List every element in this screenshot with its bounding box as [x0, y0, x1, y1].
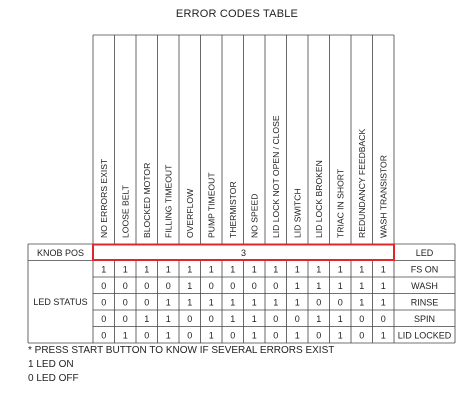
error-header-label: WASH TRANSISTOR	[378, 155, 389, 238]
led-cell-value: 1	[165, 264, 171, 275]
error-header-label: LID SWITCH	[292, 188, 303, 238]
led-cell-value: 0	[316, 330, 322, 341]
led-row-name: LID LOCKED	[397, 330, 452, 341]
led-cell-value: 0	[273, 330, 279, 341]
led-cell-value: 1	[187, 297, 193, 308]
led-cell-value: 0	[187, 330, 193, 341]
led-cell-value: 1	[380, 297, 386, 308]
led-cell-value: 1	[251, 264, 257, 275]
led-cell-value: 0	[273, 313, 279, 324]
led-cell-value: 0	[101, 330, 107, 341]
led-cell-value: 0	[144, 330, 150, 341]
led-cell-value: 0	[122, 297, 128, 308]
error-header-label: REDUNDANCY FEEDBACK	[356, 128, 367, 238]
notes	[28, 344, 334, 386]
led-cell-value: 1	[251, 297, 257, 308]
led-cell-value: 1	[273, 264, 279, 275]
error-header-label: OVERFLOW	[184, 188, 195, 238]
led-cell-value: 1	[230, 297, 236, 308]
led-row-name: WASH	[411, 280, 438, 291]
led-cell-value: 0	[251, 280, 257, 291]
led-cell-value: 1	[380, 264, 386, 275]
led-cell-value: 0	[380, 313, 386, 324]
led-cell-value: 1	[101, 264, 107, 275]
table-title: ERROR CODES TABLE	[175, 8, 299, 20]
error-header-label: THERMISTOR	[227, 181, 238, 238]
led-cell-value: 0	[101, 313, 107, 324]
led-cell-value: 1	[337, 280, 343, 291]
led-cell-value: 1	[380, 330, 386, 341]
error-header-label: NO SPEED	[249, 193, 260, 238]
led-cell-value: 1	[208, 330, 214, 341]
error-header-label: NO ERRORS EXIST	[98, 158, 109, 238]
led-cell-value: 1	[251, 330, 257, 341]
led-cell-value: 0	[230, 330, 236, 341]
led-cell-value: 1	[187, 264, 193, 275]
led-cell-value: 0	[187, 313, 193, 324]
led-cell-value: 0	[122, 313, 128, 324]
led-cell-value: 1	[144, 264, 150, 275]
error-header-label: PUMP TIMEOUT	[206, 172, 217, 238]
note-led-off: 0 LED OFF	[28, 373, 79, 384]
led-cell-value: 0	[101, 297, 107, 308]
led-cell-value: 0	[208, 313, 214, 324]
error-header-label: LID LOCK NOT OPEN / CLOSE	[270, 115, 281, 238]
error-header-label: LID LOCK BROKEN	[313, 160, 324, 238]
error-header-label: FILLING TIMEOUT	[163, 164, 174, 238]
led-cell-value: 1	[208, 297, 214, 308]
led-row-name: FS ON	[410, 264, 439, 275]
led-cell-value: 1	[122, 264, 128, 275]
note-press-start: * PRESS START BUTTON TO KNOW IF SEVERAL ERRORS EXIST	[28, 345, 335, 356]
knob-pos-value: 3	[240, 247, 247, 258]
led-status-label: LED STATUS	[33, 296, 88, 307]
error-header-label: BLOCKED MOTOR	[141, 162, 152, 238]
led-cell-value: 1	[294, 264, 300, 275]
led-cell-value: 1	[294, 330, 300, 341]
led-cell-value: 1	[316, 280, 322, 291]
led-cell-value: 0	[316, 297, 322, 308]
led-cell-value: 1	[187, 280, 193, 291]
led-cell-value: 1	[359, 264, 365, 275]
led-cell-value: 0	[122, 280, 128, 291]
knob-pos-label: KNOB POS	[36, 247, 85, 258]
led-cell-value: 1	[230, 264, 236, 275]
led-cell-value: 1	[337, 330, 343, 341]
led-cell-value: 1	[251, 313, 257, 324]
led-cell-value: 0	[337, 297, 343, 308]
led-row-name: RINSE	[410, 297, 439, 308]
led-row-name: SPIN	[413, 313, 436, 324]
led-cell-value: 1	[380, 280, 386, 291]
led-cell-value: 0	[230, 280, 236, 291]
led-cell-value: 1	[337, 313, 343, 324]
led-cell-value: 1	[273, 297, 279, 308]
led-cell-value: 1	[144, 313, 150, 324]
led-column-header: LED	[415, 247, 434, 258]
led-cell-value: 0	[101, 280, 107, 291]
note-led-on: 1 LED ON	[28, 359, 74, 370]
error-header-label: LOOSE BELT	[120, 185, 131, 238]
led-cell-value: 1	[230, 313, 236, 324]
led-cell-value: 1	[208, 264, 214, 275]
led-cell-value: 0	[165, 280, 171, 291]
led-cell-value: 1	[294, 280, 300, 291]
led-cell-value: 1	[359, 280, 365, 291]
led-cell-value: 0	[359, 313, 365, 324]
led-cell-value: 1	[316, 264, 322, 275]
led-cell-value: 0	[273, 280, 279, 291]
led-cell-value: 1	[165, 330, 171, 341]
error-header-label: TRIAC IN SHORT	[335, 168, 346, 238]
led-cell-value: 0	[144, 280, 150, 291]
led-cell-value: 1	[122, 330, 128, 341]
led-cell-value: 1	[316, 313, 322, 324]
led-cell-value: 1	[165, 313, 171, 324]
led-cell-value: 0	[359, 330, 365, 341]
led-cell-value: 1	[359, 297, 365, 308]
led-cell-value: 0	[144, 297, 150, 308]
led-cell-value: 1	[165, 297, 171, 308]
led-cell-value: 0	[208, 280, 214, 291]
led-cell-value: 1	[337, 264, 343, 275]
led-cell-value: 0	[294, 313, 300, 324]
led-cell-value: 1	[294, 297, 300, 308]
